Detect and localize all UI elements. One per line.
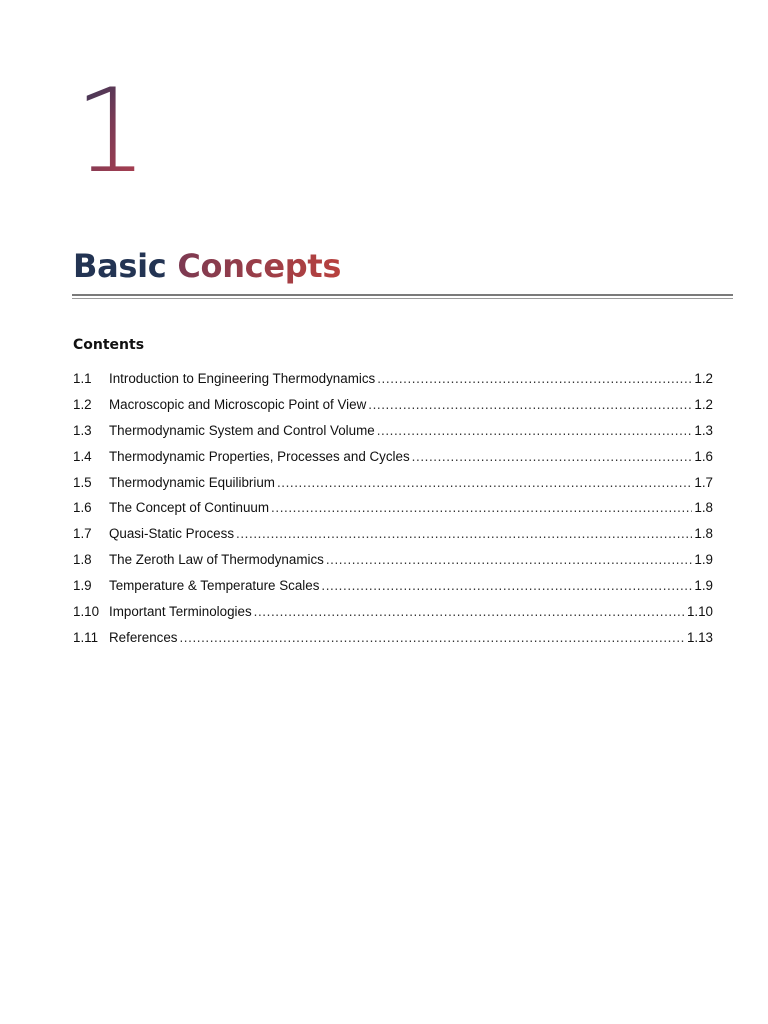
toc-item-page: 1.2	[694, 396, 713, 412]
toc-item-page: 1.10	[686, 604, 713, 620]
toc-item-number: 1.1	[73, 371, 92, 386]
toc-item-page: 1.3	[694, 422, 713, 438]
toc-item-label: Important Terminologies	[109, 604, 252, 620]
toc-dot-leader	[179, 630, 684, 645]
toc-item-number: 1.3	[73, 422, 92, 438]
toc-dot-leader	[236, 526, 692, 541]
toc-dot-leader	[326, 552, 693, 567]
toc-item-label: The Zeroth Law of Thermodynamics	[109, 552, 324, 568]
toc-dot-leader	[321, 578, 692, 593]
toc-item-page: 1.8	[694, 500, 713, 516]
toc-item-page: 1.6	[694, 448, 713, 464]
toc-item-number: 1.6	[73, 500, 92, 516]
toc-item[interactable]	[73, 578, 713, 604]
chapter-number: 1	[74, 64, 148, 199]
toc-item-page: 1.8	[694, 526, 713, 542]
chapter-title	[73, 248, 341, 285]
toc-item-number: 1.4	[73, 448, 92, 464]
toc-item-label: Macroscopic and Microscopic Point of View	[109, 396, 367, 412]
toc-dot-leader	[412, 449, 693, 464]
toc-item[interactable]	[73, 423, 713, 449]
toc-item-label: Thermodynamic System and Control Volume	[109, 422, 375, 438]
chapter-title-word-concepts: Concepts	[177, 247, 342, 285]
toc-item-number: 1.9	[73, 578, 92, 594]
toc-dot-leader	[277, 475, 692, 490]
table-of-contents	[73, 371, 713, 656]
toc-item-label: Thermodynamic Properties, Processes and Cycles	[109, 448, 410, 464]
toc-item-label: Thermodynamic Equilibrium	[109, 474, 275, 490]
toc-item[interactable]	[73, 604, 713, 630]
toc-item[interactable]	[73, 397, 713, 423]
toc-dot-leader	[368, 397, 692, 412]
toc-item-number: 1.10	[73, 604, 100, 620]
toc-dot-leader	[271, 500, 692, 515]
toc-item-page: 1.2	[694, 371, 713, 386]
toc-item[interactable]	[73, 475, 713, 501]
contents-heading: Contents	[73, 337, 145, 353]
title-divider-secondary	[72, 298, 733, 299]
toc-item-label: Temperature & Temperature Scales	[109, 578, 320, 594]
toc-item-number: 1.7	[73, 526, 92, 542]
toc-item-label: Quasi-Static Process	[109, 526, 235, 542]
toc-item-number: 1.5	[73, 474, 92, 490]
toc-item[interactable]	[73, 630, 713, 656]
toc-item-number: 1.2	[73, 396, 92, 412]
toc-item[interactable]	[73, 552, 713, 578]
toc-item-number: 1.8	[73, 552, 92, 568]
toc-item[interactable]	[73, 449, 713, 475]
toc-item[interactable]	[73, 526, 713, 552]
toc-item-label: References	[109, 629, 178, 645]
toc-item-page: 1.13	[686, 629, 713, 645]
toc-dot-leader	[254, 604, 685, 619]
chapter-title-word-basic: Basic	[73, 247, 167, 285]
toc-dot-leader	[377, 423, 693, 438]
toc-item-page: 1.7	[694, 474, 713, 490]
toc-item-number: 1.11	[73, 629, 99, 645]
toc-item-page: 1.9	[694, 578, 713, 594]
toc-item[interactable]	[73, 500, 713, 526]
toc-item-label: The Concept of Continuum	[109, 500, 270, 516]
toc-item-label: Introduction to Engineering Thermodynamics	[109, 371, 376, 386]
title-divider	[72, 294, 733, 296]
toc-item[interactable]	[73, 371, 713, 397]
toc-item-page: 1.9	[694, 552, 713, 568]
toc-dot-leader	[377, 371, 692, 386]
